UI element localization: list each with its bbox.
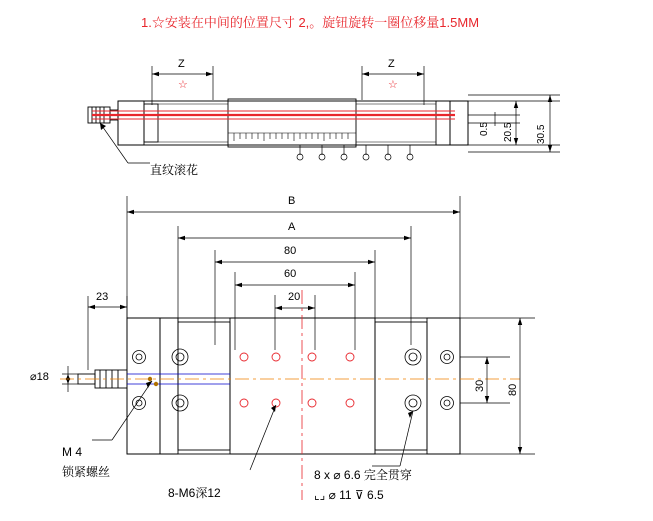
dim-z-left: Z — [178, 58, 185, 70]
top-view-detail-lines — [118, 101, 468, 145]
top-view-group — [88, 66, 560, 163]
callout-knurl: 直纹滚花 — [150, 163, 199, 177]
dim-23-label: 23 — [96, 291, 109, 303]
dim-60-label: 60 — [284, 268, 297, 280]
callout-m6: 8-M6深12 — [168, 486, 221, 500]
dim-z-right: Z — [388, 58, 395, 70]
callout-hole-2: ⌞⌟ ⌀ 11 ⊽ 6.5 — [314, 488, 384, 502]
dim-0-5: 0.5 — [479, 122, 490, 136]
dim-60 — [235, 272, 355, 350]
main-view-right-dims — [460, 318, 535, 454]
main-view-m6-holes — [240, 353, 354, 407]
page-title: 1.☆安装在中间的位置尺寸 2,。旋钮旋转一圈位移量1.5MM — [141, 15, 480, 30]
top-view-scale-ticks — [228, 133, 356, 141]
dim-diameter-18-label: ⌀18 — [30, 371, 49, 383]
dim-20 — [275, 295, 315, 350]
dim-20-label: 20 — [288, 291, 301, 303]
star-left: ☆ — [178, 79, 188, 91]
main-view-centerlines — [60, 290, 520, 500]
dim-80-top-label: 80 — [284, 245, 297, 257]
dim-30-label: 30 — [474, 379, 486, 392]
dim-B-label: B — [288, 195, 296, 207]
callout-m4: M 4 — [62, 445, 83, 459]
callout-leaders — [92, 381, 413, 470]
top-view-leadscrew — [92, 111, 455, 119]
star-right: ☆ — [388, 79, 398, 91]
main-body-outline — [127, 318, 460, 454]
dim-A-label: A — [288, 221, 296, 233]
callout-hole-1: 8 x ⌀ 6.6 完全贯穿 — [314, 468, 412, 482]
dim-30-5: 30.5 — [536, 124, 547, 144]
callout-lock-screw: 锁紧螺丝 — [62, 465, 111, 479]
dim-80-right-label: 80 — [507, 383, 519, 396]
dim-A — [178, 226, 411, 345]
dim-23 — [88, 296, 127, 370]
main-view-group — [60, 196, 535, 500]
knurl-leader — [100, 123, 150, 163]
top-view-body-outline — [118, 99, 468, 147]
dim-20-5: 20.5 — [503, 122, 514, 142]
main-view-counterbore-holes — [133, 349, 454, 411]
